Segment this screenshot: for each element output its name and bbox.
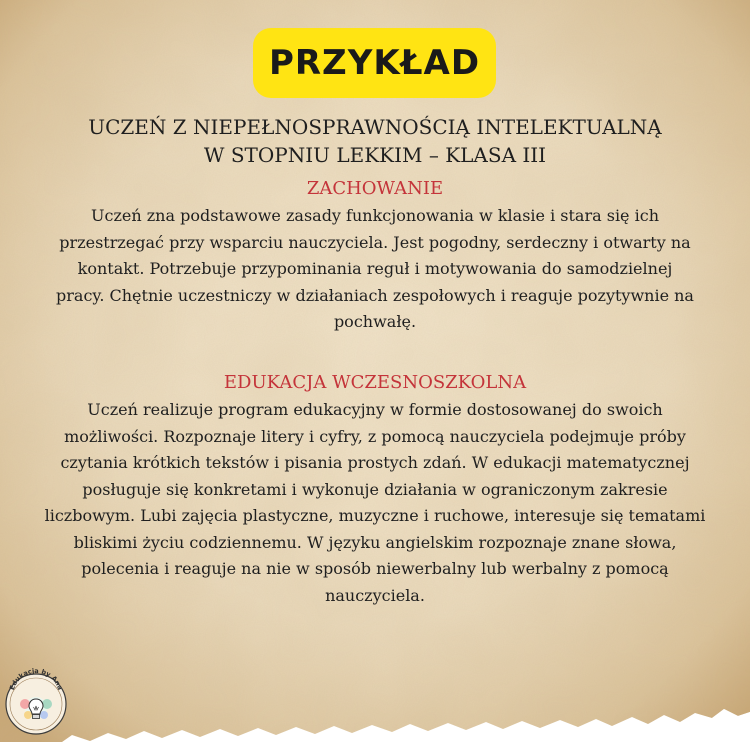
section-title-early-education: EDUKACJA WCZESNOSZKOLNA (223, 372, 527, 393)
text-line: liczbowym. Lubi zajęcia plastyczne, muzyczne i ruchowe, interesuje się tematami (44, 506, 706, 525)
text-line: przestrzegać przy wsparciu nauczyciela. Jest pogodny, serdeczny i otwarty na (59, 232, 691, 252)
page-title-line-2: W STOPNIU LEKKIM – KLASA III (203, 143, 547, 167)
content (40, 0, 710, 750)
text-line: bliskimi życiu codziennemu. W języku angielskim rozpoznaje znane słowa, (73, 532, 677, 552)
text-line: Uczeń zna podstawowe zasady funkcjonowania w klasie i stara się ich (91, 206, 659, 225)
page-title-line-1: UCZEŃ Z NIEPEŁNOSPRAWNOŚCIĄ INTELEKTUALNĄ (88, 115, 662, 139)
text-line: nauczyciela. (325, 585, 425, 605)
text-line: Uczeń realizuje program edukacyjny w formie dostosowanej do swoich (87, 400, 663, 419)
example-badge: PRZYKŁAD (253, 28, 496, 98)
text-line: pracy. Chętnie uczestniczy w działaniach zespołowych i reaguje pozytywnie na (56, 285, 694, 305)
lightbulb-icon (20, 697, 52, 719)
text-line: kontakt. Potrzebuje przypominania reguł i motywowania do samodzielnej (77, 259, 673, 278)
text-line: możliwości. Rozpoznaje litery i cyfry, z pomocą nauczyciela podejmuje próby (64, 426, 686, 446)
text-line: posługuje się konkretami i wykonuje działania w ograniczonym zakresie (82, 479, 668, 499)
logo-text: Edukacja by Ana (7, 666, 65, 692)
section-text-behavior (40, 203, 710, 336)
text-line: pochwałę. (333, 312, 417, 331)
section-title-behavior: ZACHOWANIE (306, 178, 444, 199)
text-line: polecenia i reaguje na nie w sposób niewerbalny lub werbalny z pomocą (81, 559, 669, 578)
text-line: czytania krótkich tekstów i pisania prostych zdań. W edukacji matematycznej (60, 453, 690, 472)
brand-logo (4, 652, 68, 740)
section-text-early-education (40, 397, 710, 609)
